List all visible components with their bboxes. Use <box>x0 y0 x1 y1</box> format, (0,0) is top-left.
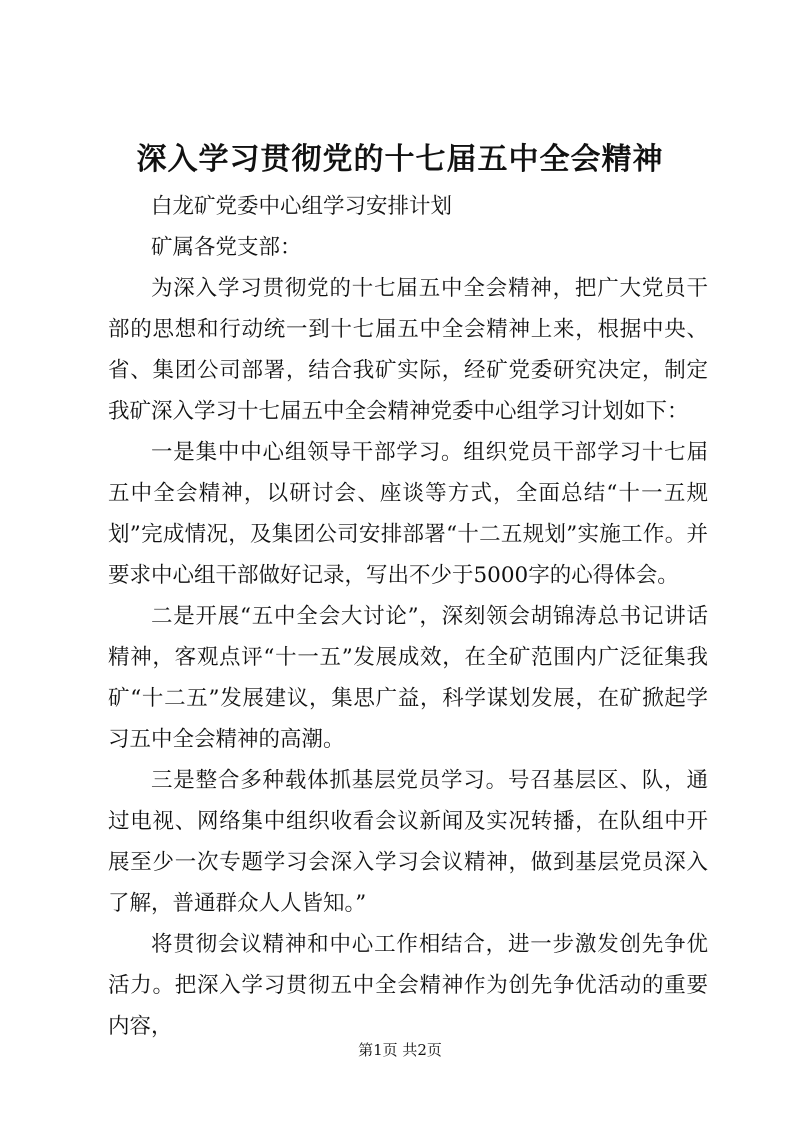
document-body <box>108 186 708 1047</box>
body-paragraph: 二是开展“五中全会大讨论”，深刻领会胡锦涛总书记讲话精神，客观点评“十一五”发展成效，在全矿范围内广泛征集我矿“十二五”发展建议，集思广益，科学谋划发展，在矿掀起学习五中全会精神的高潮。 <box>108 604 708 752</box>
document-subtitle: 白龙矿党委中心组学习安排计划 <box>151 194 453 219</box>
salutation: 矿属各党支部： <box>151 235 302 260</box>
body-paragraph: 为深入学习贯彻党的十七届五中全会精神，把广大党员干部的思想和行动统一到十七届五中全会精神上来，根据中央、省、集团公司部署，结合我矿实际，经矿党委研究决定，制定我矿深入学习十七届五中全会精神党委中心组学习计划如下： <box>108 276 708 424</box>
document-title: 深入学习贯彻党的十七届五中全会精神 <box>136 142 664 177</box>
body-paragraph: 一是集中中心组领导干部学习。组织党员干部学习十七届五中全会精神，以研讨会、座谈等方式，全面总结“十一五规划”完成情况，及集团公司安排部署“十二五规划”实施工作。并要求中心组干部做好记录，写出不少于5000字的心得体会。 <box>108 440 708 588</box>
page-footer: 第1页 共2页 <box>358 1041 442 1059</box>
body-paragraph: 三是整合多种载体抓基层党员学习。号召基层区、队，通过电视、网络集中组织收看会议新闻及实况转播，在队组中开展至少一次专题学习会深入学习会议精神，做到基层党员深入了解，普通群众人人皆知。” <box>108 768 708 916</box>
body-paragraph: 将贯彻会议精神和中心工作相结合，进一步激发创先争优活力。把深入学习贯彻五中全会精神作为创先争优活动的重要内容， <box>108 932 708 1039</box>
